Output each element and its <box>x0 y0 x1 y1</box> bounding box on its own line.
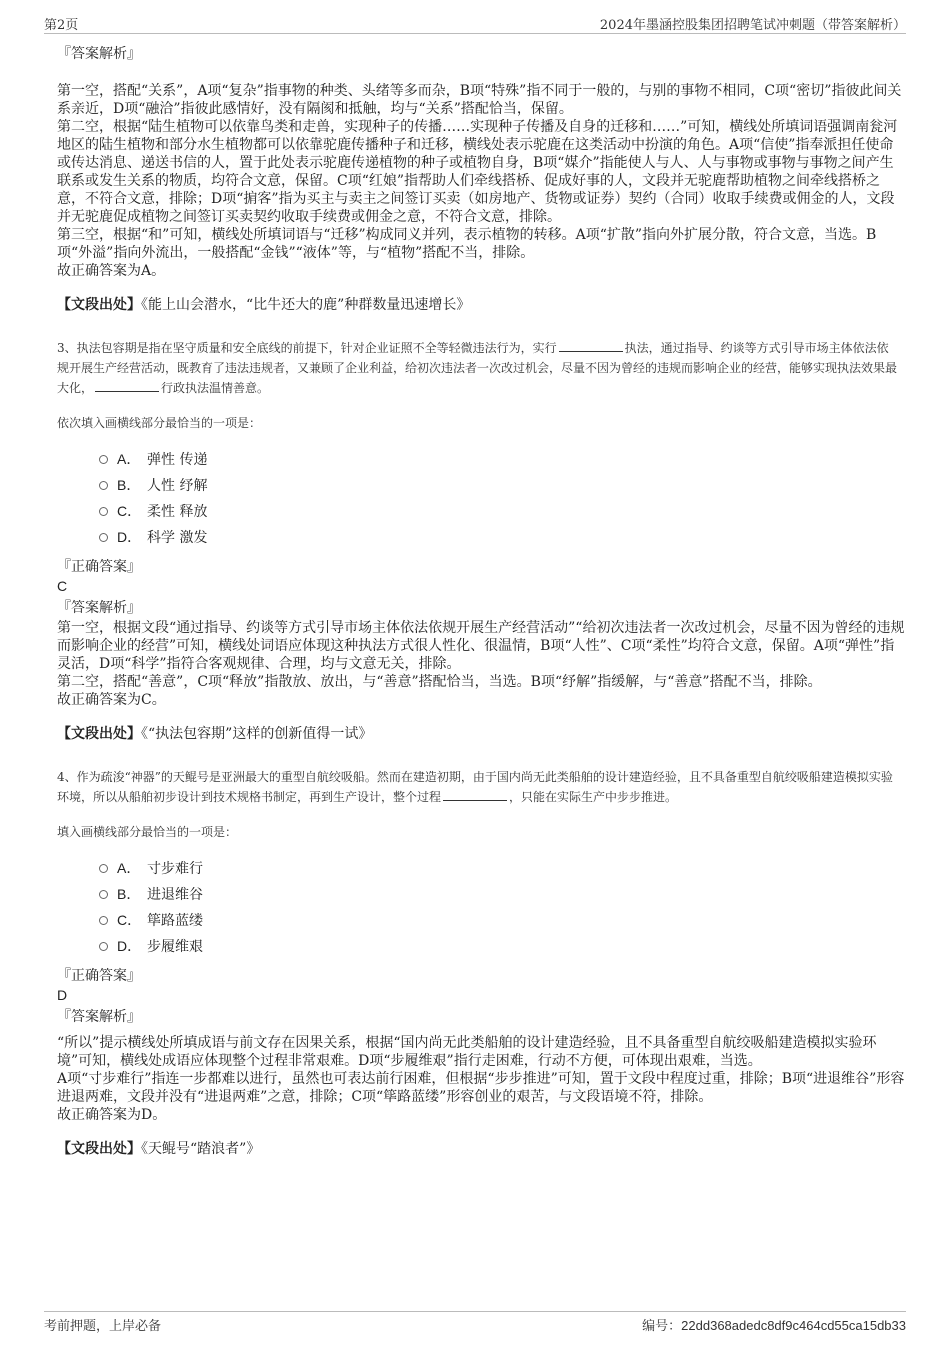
radio-icon[interactable] <box>99 890 108 899</box>
q4-option-c[interactable] <box>99 907 906 933</box>
q4-analysis-para: A项“寸步难行”指连一步都难以进行，虽然也可表达前行困难，但根据“步步推进”可知，置于文段中程度过重，排除；B项“进退维谷”形容进退两难，文段并没有“进退两难”之意，排除；C项“筚路蓝缕”形容创业的艰苦，与文段语境不符，排除。 <box>57 1071 905 1105</box>
q3-correct-value: C <box>57 578 68 594</box>
q4-correct-value: D <box>57 987 68 1003</box>
blank-line <box>443 789 507 801</box>
q3-option-c[interactable] <box>99 498 906 524</box>
q3-analysis-para: 第一空，根据文段“通过指导、约谈等方式引导市场主体依法依规开展生产经营活动”“给初次违法者一次改过机会，尽量不因为曾经的违规而影响企业的经营”可知，横线处词语应体现这种执法方式很人性化、很温情，B项“人性”、C项“柔性”均符合文意，保留。A项“弹性”指灵活，D项“科学”指符合客观规律、合理，均与文意无关，排除。 <box>57 620 905 672</box>
option-text: 弹性 传递 <box>147 452 208 468</box>
option-letter: C． <box>117 912 142 928</box>
footer-code <box>642 1315 906 1334</box>
q2-conclusion: 故正确答案为A。 <box>57 263 166 279</box>
radio-icon[interactable] <box>99 942 108 951</box>
footer-slogan: 考前押题，上岸必备 <box>44 1319 162 1334</box>
document-body <box>44 44 906 1158</box>
footer-code-value: 22dd368adedc8df9c464cd55ca15db33 <box>681 1318 906 1333</box>
page-footer <box>44 1311 906 1333</box>
q4-source <box>44 1140 906 1158</box>
q2-analysis-para: 第三空，根据“和”可知，横线处所填词语与“迁移”构成同义并列，表示植物的转移。A项“扩散”指向外扩展分散，符合文意，当选。B项“外溢”指向外流出，一般搭配“金钱”“液体”等，与“植物”搭配不当，排除。 <box>57 227 877 261</box>
option-letter: D． <box>117 938 142 954</box>
q4-question <box>44 767 906 807</box>
source-text: 《天鲲号“踏浪者”》 <box>141 1141 261 1157</box>
source-text: 《“执法包容期”这样的创新值得一试》 <box>141 726 373 742</box>
q3-text-part: 行政执法温情善意。 <box>161 381 270 395</box>
q4-analysis-label: 『答案解析』 <box>57 1009 141 1025</box>
q2-analysis <box>44 44 906 280</box>
option-text: 筚路蓝缕 <box>147 913 203 929</box>
page-number: 第2页 <box>44 18 79 33</box>
option-letter: A． <box>117 451 141 467</box>
option-text: 人性 纾解 <box>147 478 208 494</box>
option-text: 进退维谷 <box>147 887 203 903</box>
q3-conclusion: 故正确答案为C。 <box>57 692 166 708</box>
source-text: 《能上山会潜水，“比牛还大的鹿”种群数量迅速增长》 <box>141 297 471 313</box>
q4-option-b[interactable] <box>99 881 906 907</box>
q4-conclusion: 故正确答案为D。 <box>57 1107 167 1123</box>
q3-prompt: 依次填入画横线部分最恰当的一项是： <box>57 416 262 430</box>
q3-option-d[interactable] <box>99 524 906 550</box>
option-letter: B． <box>117 477 141 493</box>
option-text: 步履维艰 <box>147 939 203 955</box>
radio-icon[interactable] <box>99 916 108 925</box>
q4-analysis <box>44 1034 906 1124</box>
document-title: 2024年墨涵控股集团招聘笔试冲刺题（带答案解析） <box>599 18 906 33</box>
q2-analysis-label: 『答案解析』 <box>57 46 141 62</box>
q3-correct-label: 『正确答案』 <box>57 559 141 575</box>
option-letter: D． <box>117 529 142 545</box>
radio-icon[interactable] <box>99 507 108 516</box>
option-letter: B． <box>117 886 141 902</box>
q4-prompt: 填入画横线部分最恰当的一项是： <box>57 825 238 839</box>
source-label: 【文段出处】 <box>57 726 141 742</box>
q3-option-b[interactable] <box>99 472 906 498</box>
page-header <box>44 14 906 34</box>
q4-correct-label: 『正确答案』 <box>57 968 141 984</box>
q2-source <box>44 296 906 314</box>
blank-line <box>559 340 623 352</box>
q3-text-part: 执法，通过指导、约谈等方式引导市场主体依法依规开展生产经营活动，既教育了违法违规者，又兼顾了企业利益，给初次违法者一次改过机会，尽量不因为曾经的违规而影响企业的经营，能够实现执法效果最大化， <box>57 341 898 395</box>
q3-analysis-label: 『答案解析』 <box>57 600 141 616</box>
q3-analysis-para: 第二空，搭配“善意”，C项“释放”指散放、放出，与“善意”搭配恰当，当选。B项“纾解”指缓解，与“善意”搭配不当，排除。 <box>57 674 822 690</box>
radio-icon[interactable] <box>99 533 108 542</box>
option-letter: A． <box>117 860 141 876</box>
q2-analysis-para: 第一空，搭配“关系”，A项“复杂”指事物的种类、头绪等多而杂，B项“特殊”指不同于一般的，与别的事物不相同，C项“密切”指彼此间关系亲近，D项“融洽”指彼此感情好，没有隔阂和抵触，均与“关系”搭配恰当，保留。 <box>57 83 902 117</box>
option-text: 寸步难行 <box>147 861 203 877</box>
footer-code-label: 编号： <box>642 1319 682 1334</box>
source-label: 【文段出处】 <box>57 1141 141 1157</box>
q3-text-part: 3、执法包容期是指在坚守质量和安全底线的前提下，针对企业证照不全等轻微违法行为，实行 <box>57 341 557 355</box>
q3-analysis <box>44 619 906 709</box>
q3-source <box>44 725 906 743</box>
q3-option-a[interactable] <box>99 446 906 472</box>
q4-option-d[interactable] <box>99 933 906 959</box>
q4-analysis-para: “所以”提示横线处所填成语与前文存在因果关系，根据“国内尚无此类船舶的设计建造经验，且不具备重型自航绞吸船建造模拟实验环境”可知，横线处成语应体现整个过程非常艰难。D项“步履维艰”指行走困难，行动不方便，可体现出艰难，当选。 <box>57 1035 877 1069</box>
radio-icon[interactable] <box>99 864 108 873</box>
radio-icon[interactable] <box>99 455 108 464</box>
blank-line <box>95 380 159 392</box>
q4-text-part: 4、作为疏浚“神器”的天鲲号是亚洲最大的重型自航绞吸船。然而在建造初期，由于国内尚无此类船舶的设计建造经验，且不具备重型自航绞吸船建造模拟实验环境，所以从船舶初步设计到技术规格书制定，再到生产设计，整个过程 <box>57 770 893 804</box>
q2-analysis-para: 第二空，根据“陆生植物可以依靠鸟类和走兽，实现种子的传播……实现种子传播及自身的迁移和……”可知，横线处所填词语强调南瓮河地区的陆生植物和部分水生植物都可以依靠驼鹿传播种子和迁移，横线处表示驼鹿在这类活动中扮演的角色。A项“信使”指奉派担任使命或传达消息、递送书信的人，置于此处表示驼鹿传递植物的种子或植物自身，B项“媒介”指能使人与人、人与事物或事物与事物之间产生联系或发生关系的物质，均符合文意，保留。C项“红娘”指帮助人们牵线搭桥、促成好事的人，文段并无驼鹿帮助植物之间牵线搭桥之意，不符合文意，排除；D项“掮客”指为买主与卖主之间签订买卖（如房地产、货物或证券）契约（合同）收取手续费或佣金的人，文段并无驼鹿促成植物之间签订买卖契约收取手续费或佣金之意，不符合文意，排除。 <box>57 119 898 225</box>
q4-text-part: ，只能在实际生产中步步推进。 <box>509 790 678 804</box>
radio-icon[interactable] <box>99 481 108 490</box>
source-label: 【文段出处】 <box>57 297 141 313</box>
option-text: 柔性 释放 <box>147 504 208 520</box>
q3-options <box>44 446 906 550</box>
q4-option-a[interactable] <box>99 855 906 881</box>
option-letter: C． <box>117 503 142 519</box>
q4-options <box>44 855 906 959</box>
option-text: 科学 激发 <box>147 530 208 546</box>
q3-question <box>44 338 906 398</box>
